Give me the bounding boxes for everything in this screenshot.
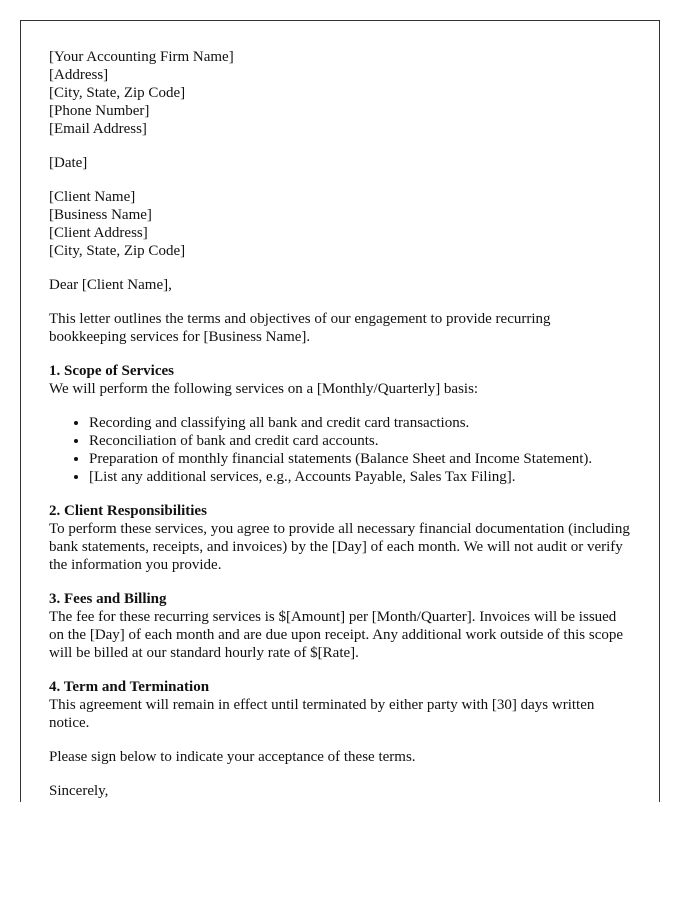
- sender-block: [49, 48, 631, 138]
- section-fees: [49, 590, 631, 662]
- closing: Sincerely,: [49, 783, 109, 799]
- firm-address: [Address]: [49, 67, 109, 83]
- client-address: [Client Address]: [49, 225, 148, 241]
- date: [Date]: [49, 155, 88, 171]
- services-list: [49, 414, 631, 486]
- salutation: Dear [Client Name],: [49, 277, 172, 293]
- section-text: The fee for these recurring services is $[Amount] per [Month/Quarter]. Invoices will be issued on the [Day] of each month and are due upon receipt. Any additional work outside of this scope will be billed at our standard hourly rate of $[Rate].: [49, 609, 624, 661]
- section-scope: [49, 362, 631, 398]
- client-city: [City, State, Zip Code]: [49, 243, 186, 259]
- firm-name: [Your Accounting Firm Name]: [49, 49, 234, 65]
- section-heading: 4. Term and Termination: [49, 679, 210, 695]
- section-heading: 2. Client Responsibilities: [49, 503, 207, 519]
- list-item: • Preparation of monthly financial statements (Balance Sheet and Income Statement).: [89, 450, 631, 468]
- client-name: [Client Name]: [49, 189, 136, 205]
- section-heading: 3. Fees and Billing: [49, 591, 167, 607]
- firm-phone: [Phone Number]: [49, 103, 150, 119]
- section-responsibilities: [49, 502, 631, 574]
- recipient-block: [49, 188, 631, 260]
- business-name: [Business Name]: [49, 207, 152, 223]
- list-item: • [List any additional services, e.g., Accounts Payable, Sales Tax Filing].: [89, 468, 631, 486]
- section-term: [49, 678, 631, 732]
- section-text: We will perform the following services on a [Monthly/Quarterly] basis:: [49, 381, 479, 397]
- list-item: • Recording and classifying all bank and credit card transactions.: [89, 414, 631, 432]
- firm-email: [Email Address]: [49, 121, 147, 137]
- letter-page: [20, 20, 660, 802]
- list-item: • Reconciliation of bank and credit card accounts.: [89, 432, 631, 450]
- section-text: To perform these services, you agree to provide all necessary financial documentation (including bank statements, receipts, and invoices) by the [Day] of each month. We will not audit or verify the information you provide.: [49, 521, 630, 573]
- intro-paragraph: This letter outlines the terms and objectives of our engagement to provide recurring bookkeeping services for [Business Name].: [49, 311, 551, 345]
- section-text: This agreement will remain in effect until terminated by either party with [30] days written notice.: [49, 697, 595, 731]
- firm-city: [City, State, Zip Code]: [49, 85, 186, 101]
- closing-request: Please sign below to indicate your acceptance of these terms.: [49, 749, 416, 765]
- section-heading: 1. Scope of Services: [49, 363, 174, 379]
